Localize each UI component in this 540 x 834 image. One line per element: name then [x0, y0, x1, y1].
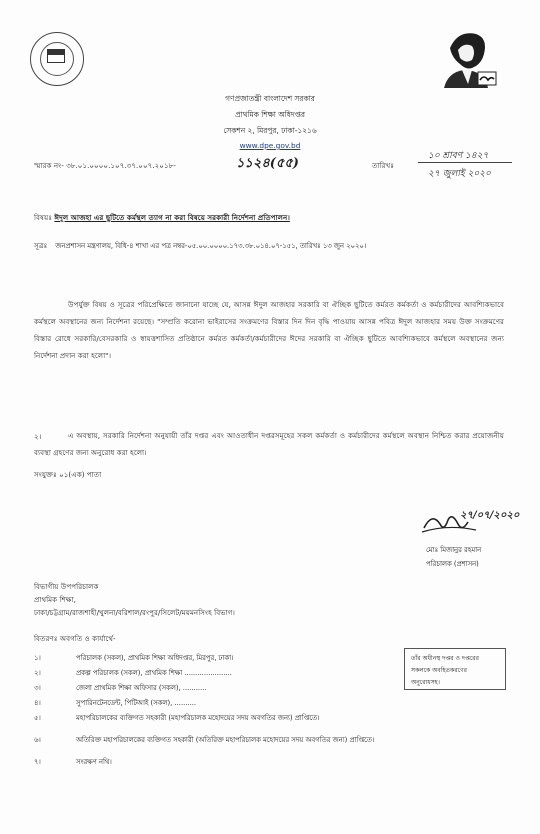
- distribution-item: ৬।: [34, 736, 41, 744]
- handwritten-memo-number: ১১২৪(৫৫): [236, 156, 299, 171]
- note-line-2: সকলকে অবহিতকরণের: [411, 667, 467, 674]
- paragraph-2-number: ২।: [34, 432, 42, 441]
- distribution-item-text: সুপারিনটেনডেন্ট, পিটিআই (সকল), ..........: [76, 699, 197, 707]
- memo-number: ৩৮.০১.০০০০.১০৭.৩৭.০০৭.২০১৮-: [66, 161, 176, 170]
- reference-label: সূত্রঃ: [34, 242, 48, 250]
- body-paragraph-1: উপর্যুক্ত বিষয় ও সূত্রের পরিপ্রেক্ষিতে জানানো যাচ্ছে যে, আসন্ন ঈদুল আজহার সরকারি বা ঐচ্ছিক ছুটিতে কর্মরত কর্মকর্তা ও কর্মচারীদের আবশ্যিকভাবে কর্মস্থলে অবস্থানের জন্য নির্দেশনা রয়েছে। "সম্প্রতি করোনা ভাইরাসের সংক্রমণের বিস্তার দিন দিন বৃদ্ধি পাওয়ায় আসন্ন পবিত্র ঈদুল আজহার সময় উক্ত সংক্রমণের বিস্তার রোধে সরকারি/বেসরকারি ও স্বায়ত্তশাসিত প্রতিষ্ঠানে কর্মরত কর্মকর্তা/কর্মচারীদের ঈদের সরকারি বা ঐচ্ছিক ছুটিতে আবশ্যিকভাবে কর্মস্থলে অবস্থানের জন্য নির্দেশনা প্রদান করা হলো"।: [34, 300, 504, 360]
- distribution-title: বিতরণঃ অবগতি ও কার্যার্থে-: [34, 634, 116, 643]
- subject-label: বিষয়ঃ: [34, 213, 53, 222]
- distribution-item: ৭।: [34, 758, 41, 766]
- date-english: ২৭ জুলাই ২০২০: [428, 169, 491, 179]
- portrait-image: [438, 28, 498, 88]
- distribution-item: ৩।: [34, 684, 41, 692]
- reference-text: জনপ্রশাসন মন্ত্রণালয়, বিধি-৪ শাখা এর পত্র নম্বর-০৫.০০.০০০০.১৭৩.৩৮.০১৪.০৭-১৫১, তারিখঃ ১৩ জুন ২০২০।: [55, 242, 367, 250]
- signature-date: ২৭/০৭/২০২০: [460, 510, 520, 521]
- recipient-line-3: ঢাকা/চট্টগ্রাম/রাজশাহী/খুলনা/বরিশাল/রংপুর/সিলেট/ময়মনসিংহ বিভাগ।: [34, 608, 235, 617]
- instruction-note-box: [404, 648, 506, 690]
- distribution-item-text: জেলা প্রাথমিক শিক্ষা অফিসার (সকল), ...........: [76, 684, 207, 692]
- recipient-line-1: বিভাগীয় উপপরিচালক: [34, 582, 99, 591]
- distribution-item-text: প্রকল্প পরিচালক (সকল), প্রাথমিক শিক্ষা ......................: [76, 669, 232, 677]
- body-paragraph-2: এ অবস্থায়, সরকারি নির্দেশনা অনুযায়ী তাঁর দপ্তর এবং আওতাধীন দপ্তরসমূহের সকল কর্মকর্তা ও কর্মচারীদের কর্মস্থলে অবস্থান নিশ্চিত করার প্রয়োজনীয় ব্যবস্থা গ্রহণের জন্য অনুরোধ করা হলো।: [34, 431, 504, 457]
- recipient-line-2: প্রাথমিক শিক্ষা,: [34, 595, 76, 604]
- government-name: গণপ্রজাতন্ত্রী বাংলাদেশ সরকার: [225, 94, 315, 103]
- signatory-name: মোঃ মিজানুর রহমান: [426, 546, 482, 554]
- website-link[interactable]: www.dpe.gov.bd: [239, 141, 301, 150]
- distribution-item: ৪।: [34, 699, 41, 707]
- distribution-item: ১।: [34, 654, 41, 662]
- office-address: সেকশন ২, মিরপুর, ঢাকা-১২১৬: [223, 126, 317, 135]
- enclosure-note: সংযুক্তঃ ০১(এক) পাতা: [34, 470, 102, 479]
- date-divider: [418, 162, 512, 163]
- memo-label: স্মারক নং-: [34, 161, 64, 170]
- reference-line: [34, 240, 366, 252]
- subject-line: [34, 213, 290, 225]
- signatory-designation: পরিচালক (প্রশাসন): [426, 560, 479, 568]
- office-name: প্রাথমিক শিক্ষা অধিদপ্তর: [235, 110, 305, 119]
- distribution-item: ৫।: [34, 714, 41, 722]
- date-bangla: ১০ শ্রাবণ ১৪২৭: [428, 151, 489, 161]
- note-line-3: অনুরোধসহ।: [411, 679, 440, 686]
- date-label: তারিখঃ: [372, 161, 395, 170]
- subject-text: ঈদুল আজহা এর ছুটিতে কর্মস্থল ত্যাগ না করা বিষয়ে সরকারী নির্দেশনা প্রতিপালন।: [54, 213, 290, 222]
- distribution-item: ২।: [34, 669, 41, 677]
- note-line-1: তাঁর অধীনস্থ দপ্তর ও দপ্তরের: [411, 655, 479, 662]
- distribution-item-text: অতিরিক্ত মহাপরিচালকের ব্যক্তিগত সহকারী (অতিরিক্ত মহাপরিচালক মহোদয়ের সদয় অবগতির জন্য) প্রাপ্তিতে।: [76, 736, 375, 744]
- government-seal-logo: [30, 32, 84, 86]
- distribution-item-text: পরিচালক (সকল), প্রাথমিক শিক্ষা অধিদপ্তর, মিরপুর, ঢাকা।: [76, 654, 234, 662]
- memo-line: [34, 161, 176, 173]
- distribution-item-text: মহাপরিচালকের ব্যক্তিগত সহকারী (মহাপরিচালক মহোদয়ের সদয় অবগতির জন্য) প্রাপ্তিতে।: [76, 714, 320, 722]
- distribution-item-text: সংরক্ষণ নথি।: [76, 758, 112, 766]
